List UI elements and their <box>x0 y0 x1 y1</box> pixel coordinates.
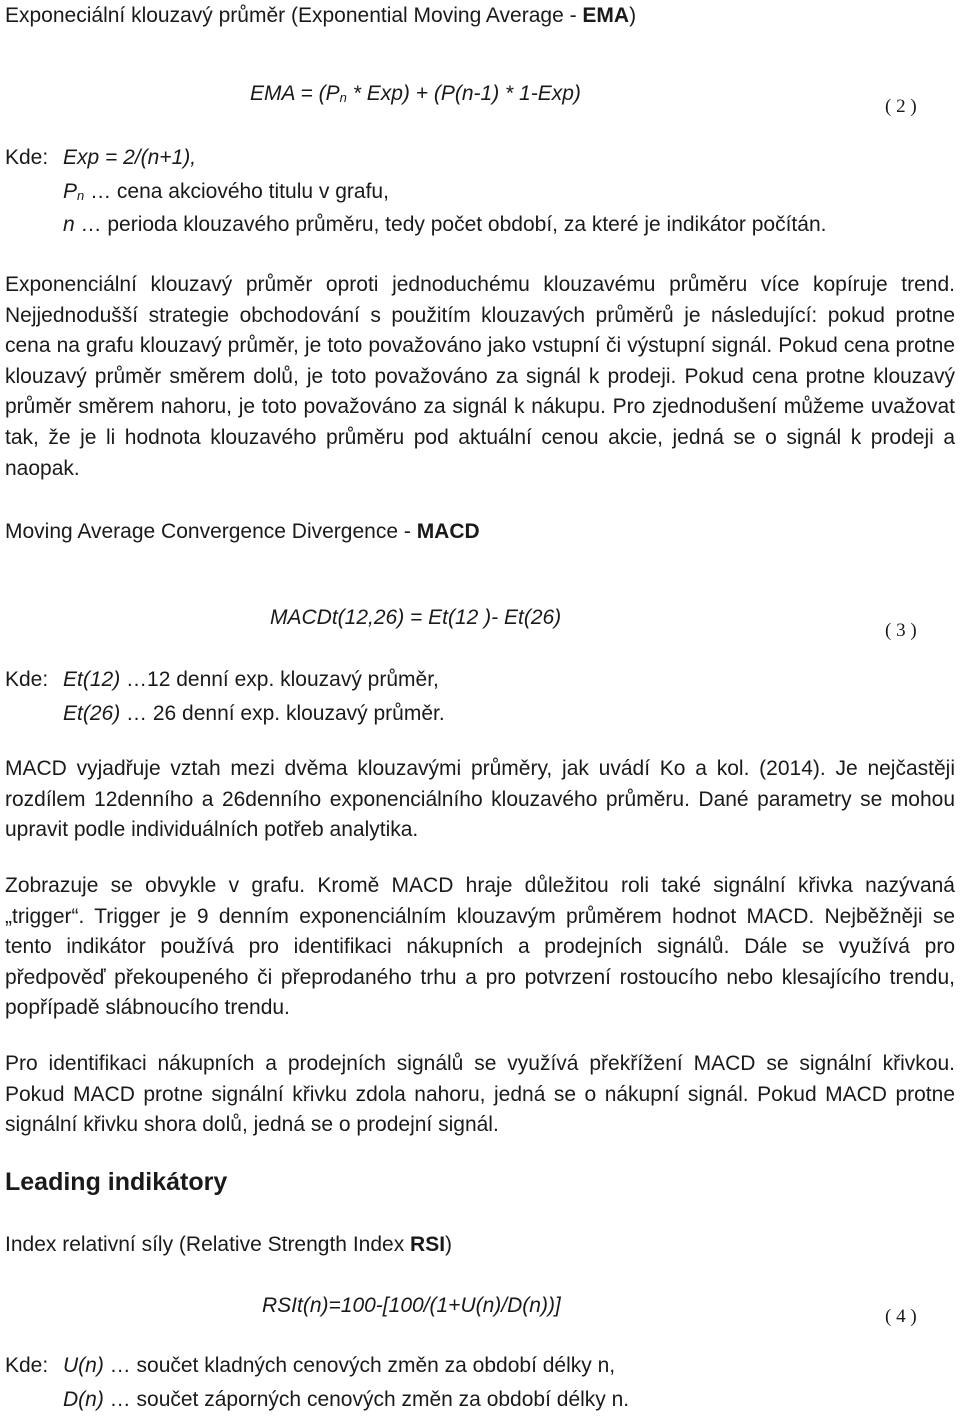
ema-title-suffix: ) <box>629 4 637 27</box>
ema-title-bold: EMA <box>582 4 630 27</box>
rsi-title-suffix: ) <box>445 1233 453 1256</box>
macd-title <box>5 516 480 547</box>
ema-formula-subscript: n <box>339 90 347 105</box>
ema-formula-part-b: * Exp) + (P(n-1) * 1-Exp) <box>346 82 581 105</box>
ema-title <box>5 0 636 31</box>
macd-def-et12 <box>63 664 439 695</box>
macd-paragraph-1: MACD vyjadřuje vztah mezi dvěma klouzavými průměry, jak uvádí Ko a kol. (2014). Je nejčastěji rozdílem 12denního a 26denního exponenciálního klouzavého průměru. Dané parametry se mohou upravit podle individuálních potřeb analytika. <box>5 757 955 842</box>
ema-def-pn-subscript: n <box>77 188 85 203</box>
rsi-formula: RSIt(n)=100-[100/(1+U(n)/D(n))] <box>262 1294 561 1317</box>
macd-def-et12-symbol: Et(12) <box>63 668 121 691</box>
macd-where-label: Kde: <box>5 668 49 691</box>
ema-def-n <box>63 209 826 240</box>
ema-def-pn-symbol: P <box>63 180 78 203</box>
ema-title-text: Exponeciální klouzavý průměr (Exponential Moving Average - <box>5 4 583 27</box>
macd-def-et26-symbol: Et(26) <box>63 702 121 725</box>
macd-title-bold: MACD <box>416 520 480 543</box>
ema-equation-number: ( 2 ) <box>885 96 917 117</box>
ema-def-pn-text: … cena akciového titulu v grafu, <box>84 180 389 203</box>
rsi-def-u-text: … součet kladných cenových změn za období délky n, <box>103 1354 616 1377</box>
rsi-title <box>5 1229 452 1260</box>
rsi-def-u-symbol: U(n) <box>63 1354 104 1377</box>
ema-def-n-text: … perioda klouzavého průměru, tedy počet období, za které je indikátor počítán. <box>74 213 827 236</box>
ema-def-pn <box>63 176 389 211</box>
macd-equation-number: ( 3 ) <box>885 620 917 641</box>
rsi-equation-number: ( 4 ) <box>885 1306 917 1327</box>
rsi-def-u <box>63 1350 615 1381</box>
rsi-def-d <box>63 1384 629 1415</box>
macd-title-text: Moving Average Convergence Divergence - <box>5 520 417 543</box>
rsi-title-text: Index relativní síly (Relative Strength Index <box>5 1233 411 1256</box>
leading-indicators-heading: Leading indikátory <box>5 1168 228 1196</box>
macd-paragraph-3: Pro identifikaci nákupních a prodejních signálů se využívá překřížení MACD se signální křivkou. Pokud MACD protne signální křivku zdola nahoru, jedná se o nákupní signál. Pokud MACD protne signální křivku shora dolů, jedná se o prodejní signál. <box>5 1052 955 1137</box>
rsi-def-d-text: … součet záporných cenových změn za období délky n. <box>103 1388 630 1411</box>
rsi-def-d-symbol: D(n) <box>63 1388 104 1411</box>
ema-paragraph: Exponenciální klouzavý průměr oproti jednoduchému klouzavému průměru více kopíruje trend. Nejjednodušší strategie obchodování s použitím klouzavých průměrů je následující: pokud protne cena na grafu klouzavý průměr, je toto považováno jako vstupní či výstupní signál. Pokud cena protne klouzavý průměr směrem dolů, je toto považováno za signál k prodeji. Pokud cena protne klouzavý průměr směrem nahoru, je toto považováno za signál k nákupu. Pro zjednodušení můžeme uvažovat tak, že je li hodnota klouzavého průměru pod aktuální cenou akcie, jedná se o signál k prodeji a naopak. <box>5 273 955 480</box>
macd-def-et12-text: …12 denní exp. klouzavý průměr, <box>120 668 439 691</box>
macd-paragraph-2: Zobrazuje se obvykle v grafu. Kromě MACD hraje důležitou roli také signální křivka nazývaná „trigger“. Trigger je 9 denním exponenciálním klouzavým průměrem hodnot MACD. Nejběžněji se tento indikátor používá pro identifikaci nákupních a prodejních signálů. Dále se využívá pro předpověď překoupeného či přeprodaného trhu a pro potvrzení rostoucího nebo klesajícího trendu, popřípadě slábnoucího trendu. <box>5 874 955 1020</box>
macd-formula: MACDt(12,26) = Et(12 )- Et(26) <box>270 606 562 629</box>
ema-def-exp: Exp = 2/(n+1), <box>63 146 197 169</box>
ema-where-label: Kde: <box>5 146 49 169</box>
rsi-title-bold: RSI <box>410 1233 446 1256</box>
ema-def-n-symbol: n <box>63 213 75 236</box>
ema-formula <box>250 78 581 113</box>
rsi-where-label: Kde: <box>5 1354 49 1377</box>
macd-def-et26-text: … 26 denní exp. klouzavý průměr. <box>120 702 445 725</box>
ema-formula-part-a: EMA = (P <box>250 82 340 105</box>
macd-def-et26 <box>63 698 445 729</box>
